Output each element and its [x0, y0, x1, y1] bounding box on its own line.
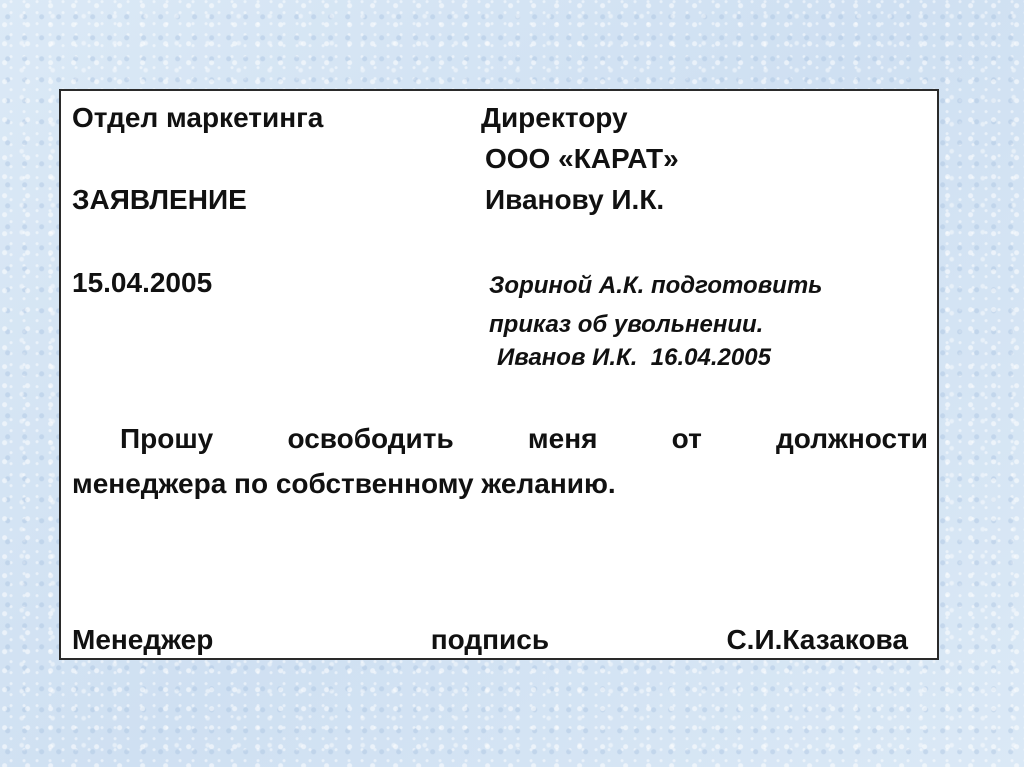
document-date: 15.04.2005 [72, 267, 213, 298]
document-type: ЗАЯВЛЕНИЕ [72, 184, 247, 215]
body-line-2: менеджера по собственному желанию. [72, 468, 616, 499]
addressee-position: Директору [481, 102, 628, 133]
resolution-line-1: Зориной А.К. подготовить [489, 272, 823, 299]
resolution-line-2: приказ об увольнении. [489, 311, 764, 338]
signature-placeholder: подпись [430, 624, 550, 655]
signature-row [72, 626, 908, 654]
addressee-company: ООО «КАРАТ» [485, 143, 679, 174]
signer-position: Менеджер [72, 624, 214, 655]
body-line-1: Прошу освободить меня от должности [120, 423, 928, 454]
addressee-name: Иванову И.К. [485, 184, 665, 215]
department-name: Отдел маркетинга [72, 102, 324, 133]
resolution-signature: Иванов И.К. 16.04.2005 [497, 344, 771, 371]
application-document [59, 89, 939, 660]
application-body [72, 416, 928, 506]
signer-name: С.И.Казакова [726, 624, 908, 655]
